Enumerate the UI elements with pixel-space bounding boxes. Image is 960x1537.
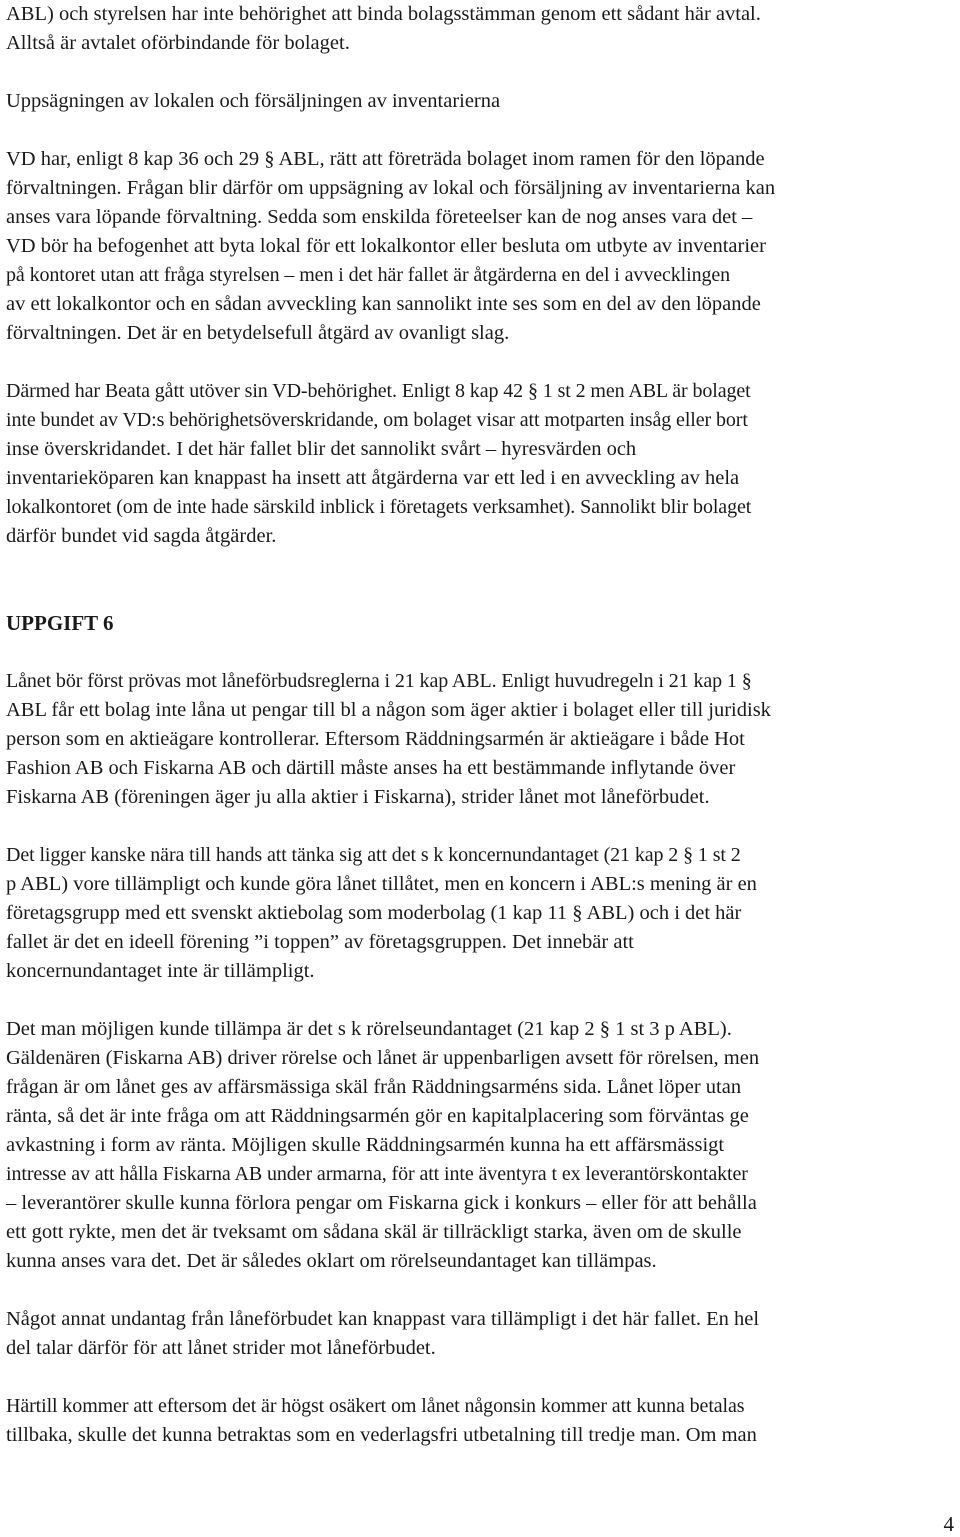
text-line: företagsgrupp med ett svenskt aktiebolag som moderbolag (1 kap 11 § ABL) och i det här	[6, 902, 742, 924]
text-line: Därmed har Beata gått utöver sin VD-behörighet. Enligt 8 kap 42 § 1 st 2 men ABL är bolaget	[6, 380, 751, 402]
text-line: ränta, så det är inte fråga om att Räddningsarmén gör en kapitalplacering som förväntas ge	[6, 1105, 749, 1127]
paragraph-2	[6, 145, 954, 348]
text-line: VD har, enligt 8 kap 36 och 29 § ABL, rätt att företräda bolaget inom ramen för den löpande	[6, 148, 765, 170]
text-line: kunna anses vara det. Det är således oklart om rörelseundantaget kan tillämpas.	[6, 1250, 657, 1272]
paragraph-4	[6, 667, 954, 812]
text-line: Det ligger kanske nära till hands att tänka sig att det s k koncernundantaget (21 kap 2 § 1 st 2	[6, 844, 741, 866]
text-line: tillbaka, skulle det kunna betraktas som en vederlagsfri utbetalning till tredje man. Om man	[6, 1424, 757, 1446]
text-line: intresse av att hålla Fiskarna AB under armarna, för att inte äventyra t ex leverantörskontakter	[6, 1163, 748, 1185]
paragraph-8	[6, 1392, 954, 1450]
text-line: fallet är det en ideell förening ”i toppen” av företagsgruppen. Det innebär att	[6, 931, 634, 953]
text-line: därför bundet vid sagda åtgärder.	[6, 525, 277, 547]
paragraph-7	[6, 1305, 954, 1363]
text-line: lokalkontoret (om de inte hade särskild inblick i företagets verksamhet). Sannolikt blir bolaget	[6, 496, 752, 518]
text-line: Fashion AB och Fiskarna AB och därtill måste anses ha ett bestämmande inflytande över	[6, 757, 736, 779]
text-line: Alltså är avtalet oförbindande för bolaget.	[6, 32, 350, 54]
text-line: person som en aktieägare kontrollerar. Eftersom Räddningsarmén är aktieägare i både Hot	[6, 728, 745, 750]
text-line: ABL) och styrelsen har inte behörighet att binda bolagsstämman genom ett sådant här avtal.	[6, 3, 761, 25]
text-line: koncernundantaget inte är tillämpligt.	[6, 960, 315, 982]
page-number: 4	[943, 1512, 954, 1536]
paragraph-6	[6, 1015, 954, 1276]
text-line: inventarieköparen kan knappast ha insett att åtgärderna var ett led i en avveckling av hela	[6, 467, 740, 489]
text-line: del talar därför för att lånet strider mot låneförbudet.	[6, 1337, 436, 1359]
text-line: Lånet bör först prövas mot låneförbudsreglerna i 21 kap ABL. Enligt huvudregeln i 21 kap 1 §	[6, 670, 752, 692]
document-page	[6, 0, 954, 1450]
text-line: frågan är om lånet ges av affärsmässiga skäl från Räddningsarméns sida. Lånet löper utan	[6, 1076, 742, 1098]
text-line: VD bör ha befogenhet att byta lokal för ett lokalkontor eller besluta om utbyte av inventarier	[6, 235, 766, 257]
section-heading-uppgift-6: UPPGIFT 6	[6, 611, 114, 635]
text-line: avkastning i form av ränta. Möjligen skulle Räddningsarmén kunna ha ett affärsmässigt	[6, 1134, 725, 1156]
text-line: förvaltningen. Frågan blir därför om uppsägning av lokal och försäljning av inventarierna kan	[6, 177, 776, 199]
paragraph-5	[6, 841, 954, 986]
text-line: Härtill kommer att eftersom det är högst osäkert om lånet någonsin kommer att kunna betalas	[6, 1395, 745, 1417]
subheading-uppsagningen: Uppsägningen av lokalen och försäljningen av inventarierna	[6, 90, 501, 112]
paragraph-1	[6, 0, 954, 58]
text-line: anses vara löpande förvaltning. Sedda som enskilda företeelser kan de nog anses vara det –	[6, 206, 753, 228]
text-line: Det man möjligen kunde tillämpa är det s k rörelseundantaget (21 kap 2 § 1 st 3 p ABL).	[6, 1018, 732, 1040]
text-line: ett gott rykte, men det är tveksamt om sådana skäl är tillräckligt starka, även om de skulle	[6, 1221, 742, 1243]
text-line: – leverantörer skulle kunna förlora pengar om Fiskarna gick i konkurs – eller för att behålla	[6, 1192, 757, 1214]
text-line: av ett lokalkontor och en sådan avveckling kan sannolikt inte ses som en del av den löpande	[6, 293, 761, 315]
text-line: förvaltningen. Det är en betydelsefull åtgärd av ovanligt slag.	[6, 322, 510, 344]
text-line: Något annat undantag från låneförbudet kan knappast vara tillämpligt i det här fallet. En hel	[6, 1308, 760, 1330]
text-line: inse överskridandet. I det här fallet blir det sannolikt svårt – hyresvärden och	[6, 438, 637, 460]
text-line: Fiskarna AB (föreningen äger ju alla aktier i Fiskarna), strider lånet mot låneförbudet.	[6, 786, 710, 808]
text-line: inte bundet av VD:s behörighetsöverskridande, om bolaget visar att motparten insåg eller bort	[6, 409, 748, 431]
text-line: på kontoret utan att fråga styrelsen – men i det här fallet är åtgärderna en del i avvecklingen	[6, 264, 731, 286]
text-line: p ABL) vore tillämpligt och kunde göra lånet tillåtet, men en koncern i ABL:s mening är en	[6, 873, 757, 895]
text-line: Gäldenären (Fiskarna AB) driver rörelse och lånet är uppenbarligen avsett för rörelsen, men	[6, 1047, 760, 1069]
paragraph-3	[6, 377, 954, 551]
text-line: ABL får ett bolag inte låna ut pengar till bl a någon som äger aktier i bolaget eller till juridisk	[6, 699, 771, 721]
